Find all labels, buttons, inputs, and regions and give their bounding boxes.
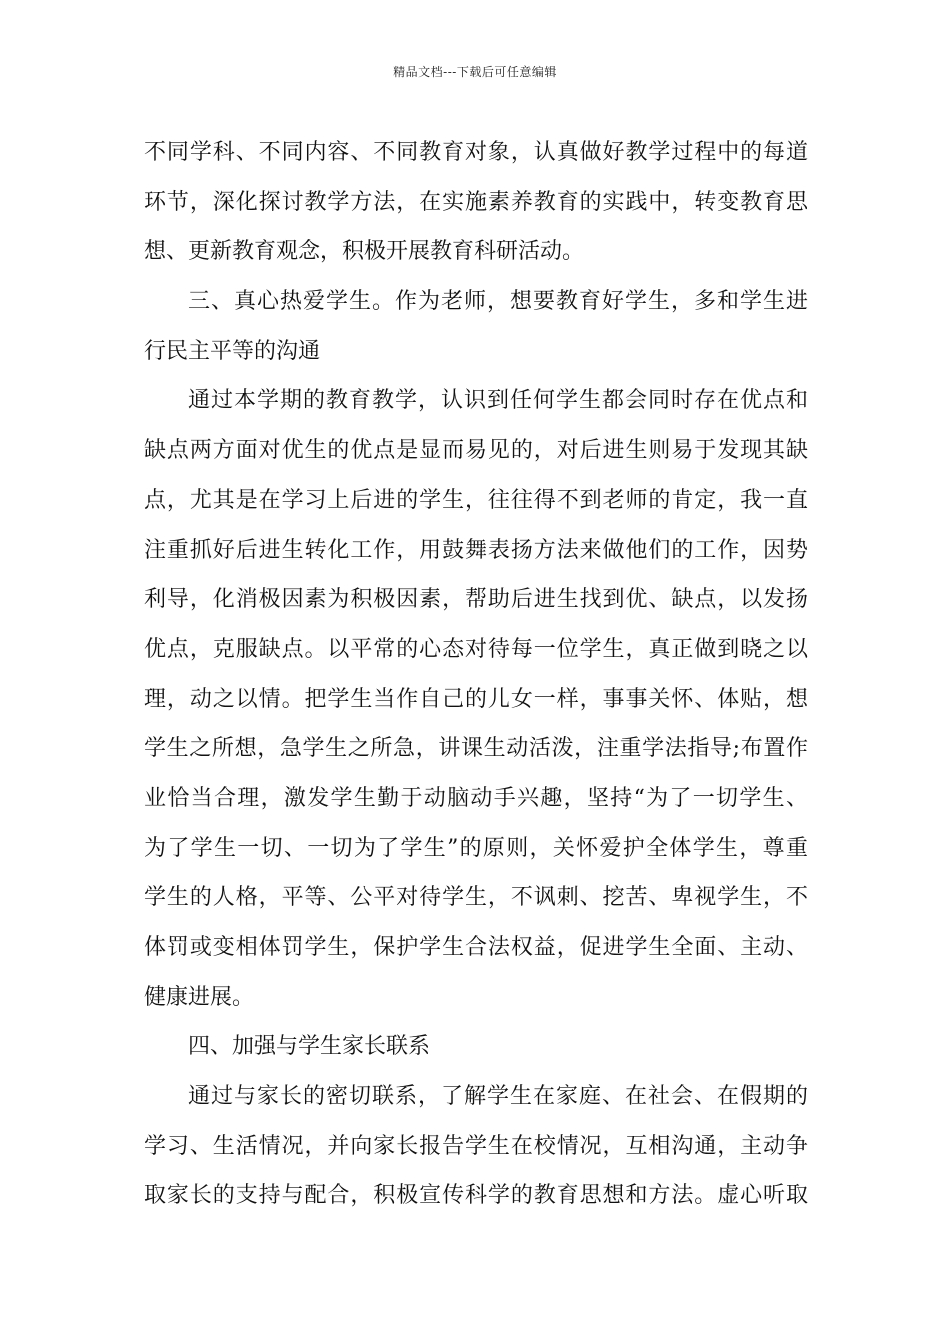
text-line: 通过本学期的教育教学，认识到任何学生都会同时存在优点和	[188, 388, 808, 414]
text-line: 健康进展。	[144, 984, 255, 1010]
text-line: 利导，化消极因素为积极因素，帮助后进生找到优、缺点，以发扬	[144, 587, 808, 613]
text-line: 理，动之以情。把学生当作自己的儿女一样，事事关怀、体贴，想	[144, 686, 808, 712]
text-line: 通过与家长的密切联系，了解学生在家庭、在社会、在假期的	[188, 1084, 808, 1110]
text-line: 环节，深化探讨教学方法，在实施素养教育的实践中，转变教育思	[144, 189, 808, 215]
text-line: 优点，克服缺点。以平常的心态对待每一位学生，真正做到晓之以	[144, 636, 808, 662]
text-line: 学生的人格，平等、公平对待学生，不讽刺、挖苦、卑视学生，不	[144, 885, 808, 911]
text-line: 学生之所想，急学生之所急，讲课生动活泼，注重学法指导;布置作	[144, 736, 808, 762]
text-line: 业恰当合理，激发学生勤于动脑动手兴趣，坚持“为了一切学生、	[144, 785, 808, 811]
section-heading: 四、加强与学生家长联系	[188, 1034, 431, 1060]
text-line: 想、更新教育观念，积极开展教育科研活动。	[144, 239, 585, 265]
text-line: 不同学科、不同内容、不同教育对象，认真做好教学过程中的每道	[144, 140, 808, 165]
text-line: 行民主平等的沟通	[144, 338, 321, 364]
text-line: 三、真心热爱学生。作为老师，想要教育好学生，多和学生进	[188, 289, 808, 315]
text-line: 点，尤其是在学习上后进的学生，往往得不到老师的肯定，我一直	[144, 487, 808, 513]
text-line: 缺点两方面对优生的优点是显而易见的，对后进生则易于发现其缺	[144, 438, 808, 464]
text-line: 取家长的支持与配合，积极宣传科学的教育思想和方法。虚心听取	[144, 1183, 808, 1209]
text-line: 体罚或变相体罚学生，保护学生合法权益，促进学生全面、主动、	[144, 935, 808, 960]
text-line: 注重抓好后进生转化工作，用鼓舞表扬方法来做他们的工作，因势	[144, 537, 808, 563]
page-header: 精品文档---下载后可任意编辑	[393, 65, 557, 79]
body-text	[144, 128, 808, 1221]
text-line: 为了学生一切、一切为了学生”的原则，关怀爱护全体学生，尊重	[144, 835, 808, 861]
text-line: 学习、生活情况，并向家长报告学生在校情况，互相沟通，主动争	[144, 1133, 808, 1159]
